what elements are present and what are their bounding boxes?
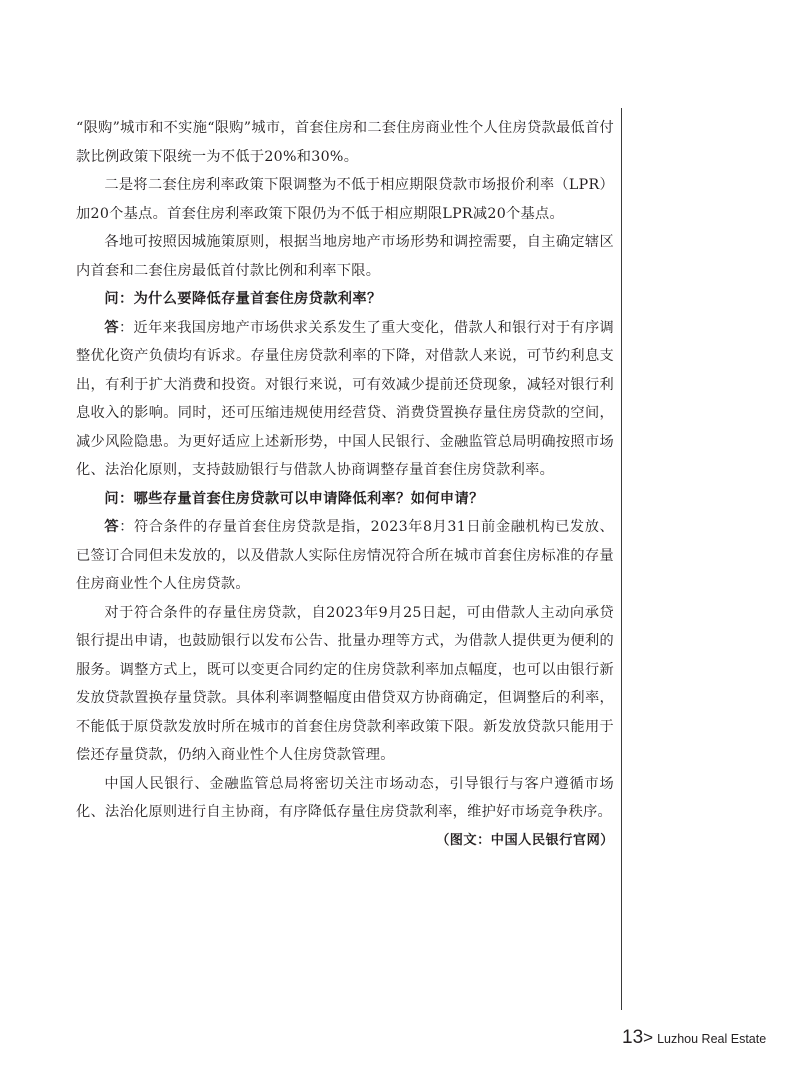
question-why-lower-rate: 问：为什么要降低存量首套住房贷款利率？ <box>104 291 382 307</box>
page-arrow-icon: > <box>643 1028 654 1047</box>
page-number: 13 <box>622 1027 644 1048</box>
answer-label: 答 <box>104 319 119 336</box>
answer-why-lower-rate <box>76 314 614 485</box>
article-body <box>76 114 614 855</box>
paragraph-purchase-restriction: “限购”城市和不实施“限购”城市，首套住房和二套住房商业性个人住房贷款最低首付款比例政策下限统一为不低于20%和30%。 <box>76 120 614 165</box>
paragraph-conclusion: 中国人民银行、金融监管总局将密切关注市场动态，引导银行与客户遵循市场化、法治化原则进行自主协商，有序降低存量住房贷款利率，维护好市场竞争秩序。 <box>76 775 614 820</box>
source-credit: （图文：中国人民银行官网） <box>436 832 614 848</box>
paragraph-how-to-apply: 对于符合条件的存量住房贷款，自2023年9月25日起，可由借款人主动向承贷银行提出申请，也鼓励银行以发布公告、批量办理等方式，为借款人提供更为便利的服务。调整方式上，既可以变更合同约定的住房贷款利率加点幅度，也可以由银行新发放贷款置换存量贷款。具体利率调整幅度由借贷双方协商确定，但调整后的利率，不能低于原贷款发放时所在城市的首套住房贷款利率政策下限。新发放贷款只能用于偿还存量贷款，仍纳入商业性个人住房贷款管理。 <box>76 604 614 763</box>
answer-text: ：近年来我国房地产市场供求关系发生了重大变化，借款人和银行对于有序调整优化资产负债均有诉求。存量住房贷款利率的下降，对借款人来说，可节约利息支出，有利于扩大消费和投资。对银行来说，可有效减少提前还贷现象，减轻对银行利息收入的影响。同时，还可压缩违规使用经营贷、消费贷置换存量住房贷款的空间，减少风险隐患。为更好适应上述新形势，中国人民银行、金融监管总局明确按照市场化、法治化原则，支持鼓励银行与借款人协商调整存量首套住房贷款利率。 <box>76 319 614 478</box>
answer-text: ：符合条件的存量首套住房贷款是指，2023年8月31日前金融机构已发放、已签订合同但未发放的，以及借款人实际住房情况符合所在城市首套住房标准的存量住房商业性个人住房贷款。 <box>76 519 614 592</box>
paragraph-second-home-rate: 二是将二套住房利率政策下限调整为不低于相应期限贷款市场报价利率（LPR）加20个基点。首套住房利率政策下限仍为不低于相应期限LPR减20个基点。 <box>76 177 614 222</box>
question-which-loans: 问：哪些存量首套住房贷款可以申请降低利率？如何申请？ <box>104 490 484 507</box>
column-divider-rule <box>621 108 622 1010</box>
answer-which-loans <box>76 513 614 599</box>
answer-label: 答 <box>104 519 120 535</box>
page-footer <box>622 1027 766 1049</box>
paragraph-local-policy: 各地可按照因城施策原则，根据当地房地产市场形势和调控需要，自主确定辖区内首套和二套住房最低首付款比例和利率下限。 <box>76 234 614 279</box>
publication-name: Luzhou Real Estate <box>657 1032 767 1046</box>
